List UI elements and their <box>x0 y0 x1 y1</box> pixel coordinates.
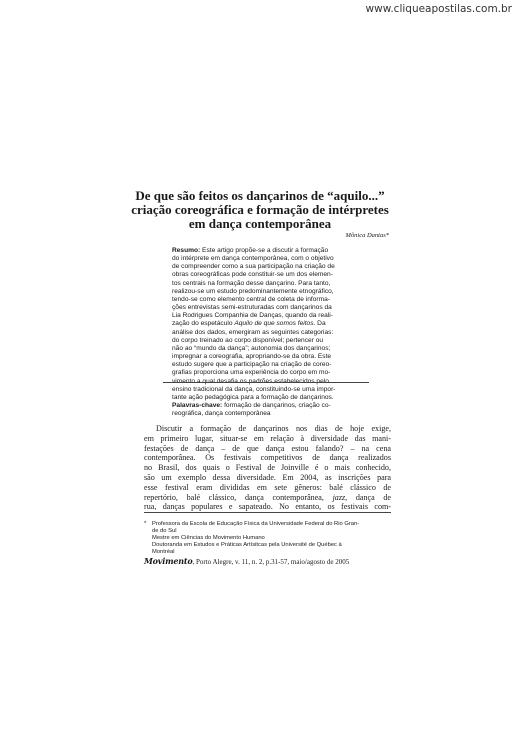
abstract-line: tos centrais na formação desse dançarino. Para tanto, <box>172 279 331 287</box>
body-line: contemporânea. Os festivais competitivos de dança realizados <box>144 453 391 463</box>
keywords-line: reográfica, dança contemporânea <box>172 410 271 418</box>
abstract-line: do corpo treinado ao corpo disponível; pertencer ou <box>172 336 324 344</box>
abstract-divider <box>163 382 369 383</box>
title-line: criação coreográfica e formação de intérpretes <box>131 202 389 217</box>
abstract <box>172 247 362 418</box>
journal-citation <box>144 556 349 566</box>
citation-text: , Porto Alegre, v. 11, n. 2, p.31-57, maio/agosto de 2005 <box>192 558 350 566</box>
journal-logo: Movimento <box>144 556 193 566</box>
abstract-line: Resumo: Este artigo propõe-se a discutir a formação <box>172 247 329 254</box>
title-line: De que são feitos os dançarinos de “aquilo...” <box>135 188 385 203</box>
body-line: Discutir a formação de dançarinos nos dias de hoje exige, <box>156 424 391 433</box>
title-line: em dança contemporânea <box>188 216 332 231</box>
body-text <box>144 424 391 512</box>
abstract-line: ensino tradicional da dança, constituindo-se uma impor- <box>172 385 336 393</box>
watermark-url: www.cliqueapostilas.com.br <box>365 3 512 15</box>
footnote-mark: * <box>144 521 147 527</box>
body-line: em primeiro lugar, situar-se em relação à diversidade das mani- <box>144 433 391 443</box>
keywords-line: Palavras-chave: formação de dançarinos, criação co- <box>172 401 331 409</box>
footnote-line: * Professora da Escola de Educação Física da Universidade Federal do Rio Gran- <box>144 521 360 527</box>
article-title <box>120 189 400 231</box>
keywords-label: Palavras-chave: <box>172 401 223 409</box>
footnote-line: Mestre em Ciências do Movimento Humano <box>152 535 265 541</box>
body-line: esse festival eram divididas em sete gêneros: balé clássico de <box>144 482 391 492</box>
body-line: repertório, balé clássico, dança contemporânea, jazz, dança de <box>144 492 391 502</box>
performance-title: Aquilo de que somos feitos <box>234 320 314 328</box>
abstract-line: grafias proporciona uma experiência do corpo em mo- <box>172 369 331 377</box>
abstract-line: impregnar a coreografia, apropriando-se da obra. Este <box>172 353 332 361</box>
abstract-line: análise dos dados, emergiram as seguintes categorias: <box>172 328 334 336</box>
footnote-divider <box>144 512 391 513</box>
abstract-line: não ao “mundo da dança”; autonomia dos dançarinos; <box>172 344 331 352</box>
genre-jazz: jazz <box>332 492 346 502</box>
abstract-line: Lia Rodrigues Companhia de Danças, quando da reali- <box>172 312 333 320</box>
abstract-line: ções entrevistas semi-estruturadas com dançarinos da <box>172 304 332 312</box>
body-line: no Brasil, dos quais o Festival de Joinville é o mais conhecido, <box>144 463 391 473</box>
abstract-line: tante ação pedagógica para a formação de dançarinos. <box>172 393 334 401</box>
abstract-line: zação do espetáculo Aquilo de que somos feitos. Da <box>172 320 326 328</box>
footnote-line: de do Sul <box>152 528 177 534</box>
body-line: festações de dança – de que dança estou falando? – na cena <box>144 443 391 453</box>
author-name: Mônica Dantas* <box>345 232 389 239</box>
footnote <box>144 521 394 556</box>
abstract-line: de compreender como a sua participação na criação de <box>172 263 335 271</box>
abstract-line: tendo-se como elemento central de coleta de informa- <box>172 295 330 303</box>
abstract-line: do intérprete em dança contemporânea, com o objetivo <box>172 255 334 263</box>
abstract-line: vimento a qual desafia os padrões estabelecidos pelo <box>172 377 329 385</box>
abstract-line: estudo sugere que a participação na criação de coreo- <box>172 361 332 369</box>
abstract-line: realizou-se um estudo predominantemente etnográfico, <box>172 287 334 295</box>
abstract-line: obras coreográficas pode constituir-se um dos elemen- <box>172 271 333 279</box>
footnote-line: Montréal <box>152 549 175 555</box>
body-line: são um exemplo dessa diversidade. Em 2004, as inscrições para <box>144 472 391 482</box>
abstract-label: Resumo: <box>172 247 201 254</box>
body-line: rua, danças populares e sapateado. No entanto, os festivais com- <box>144 502 391 512</box>
footnote-line: Doutoranda em Estudos e Práticas Artísitcas pela Université de Québec à <box>152 542 342 548</box>
